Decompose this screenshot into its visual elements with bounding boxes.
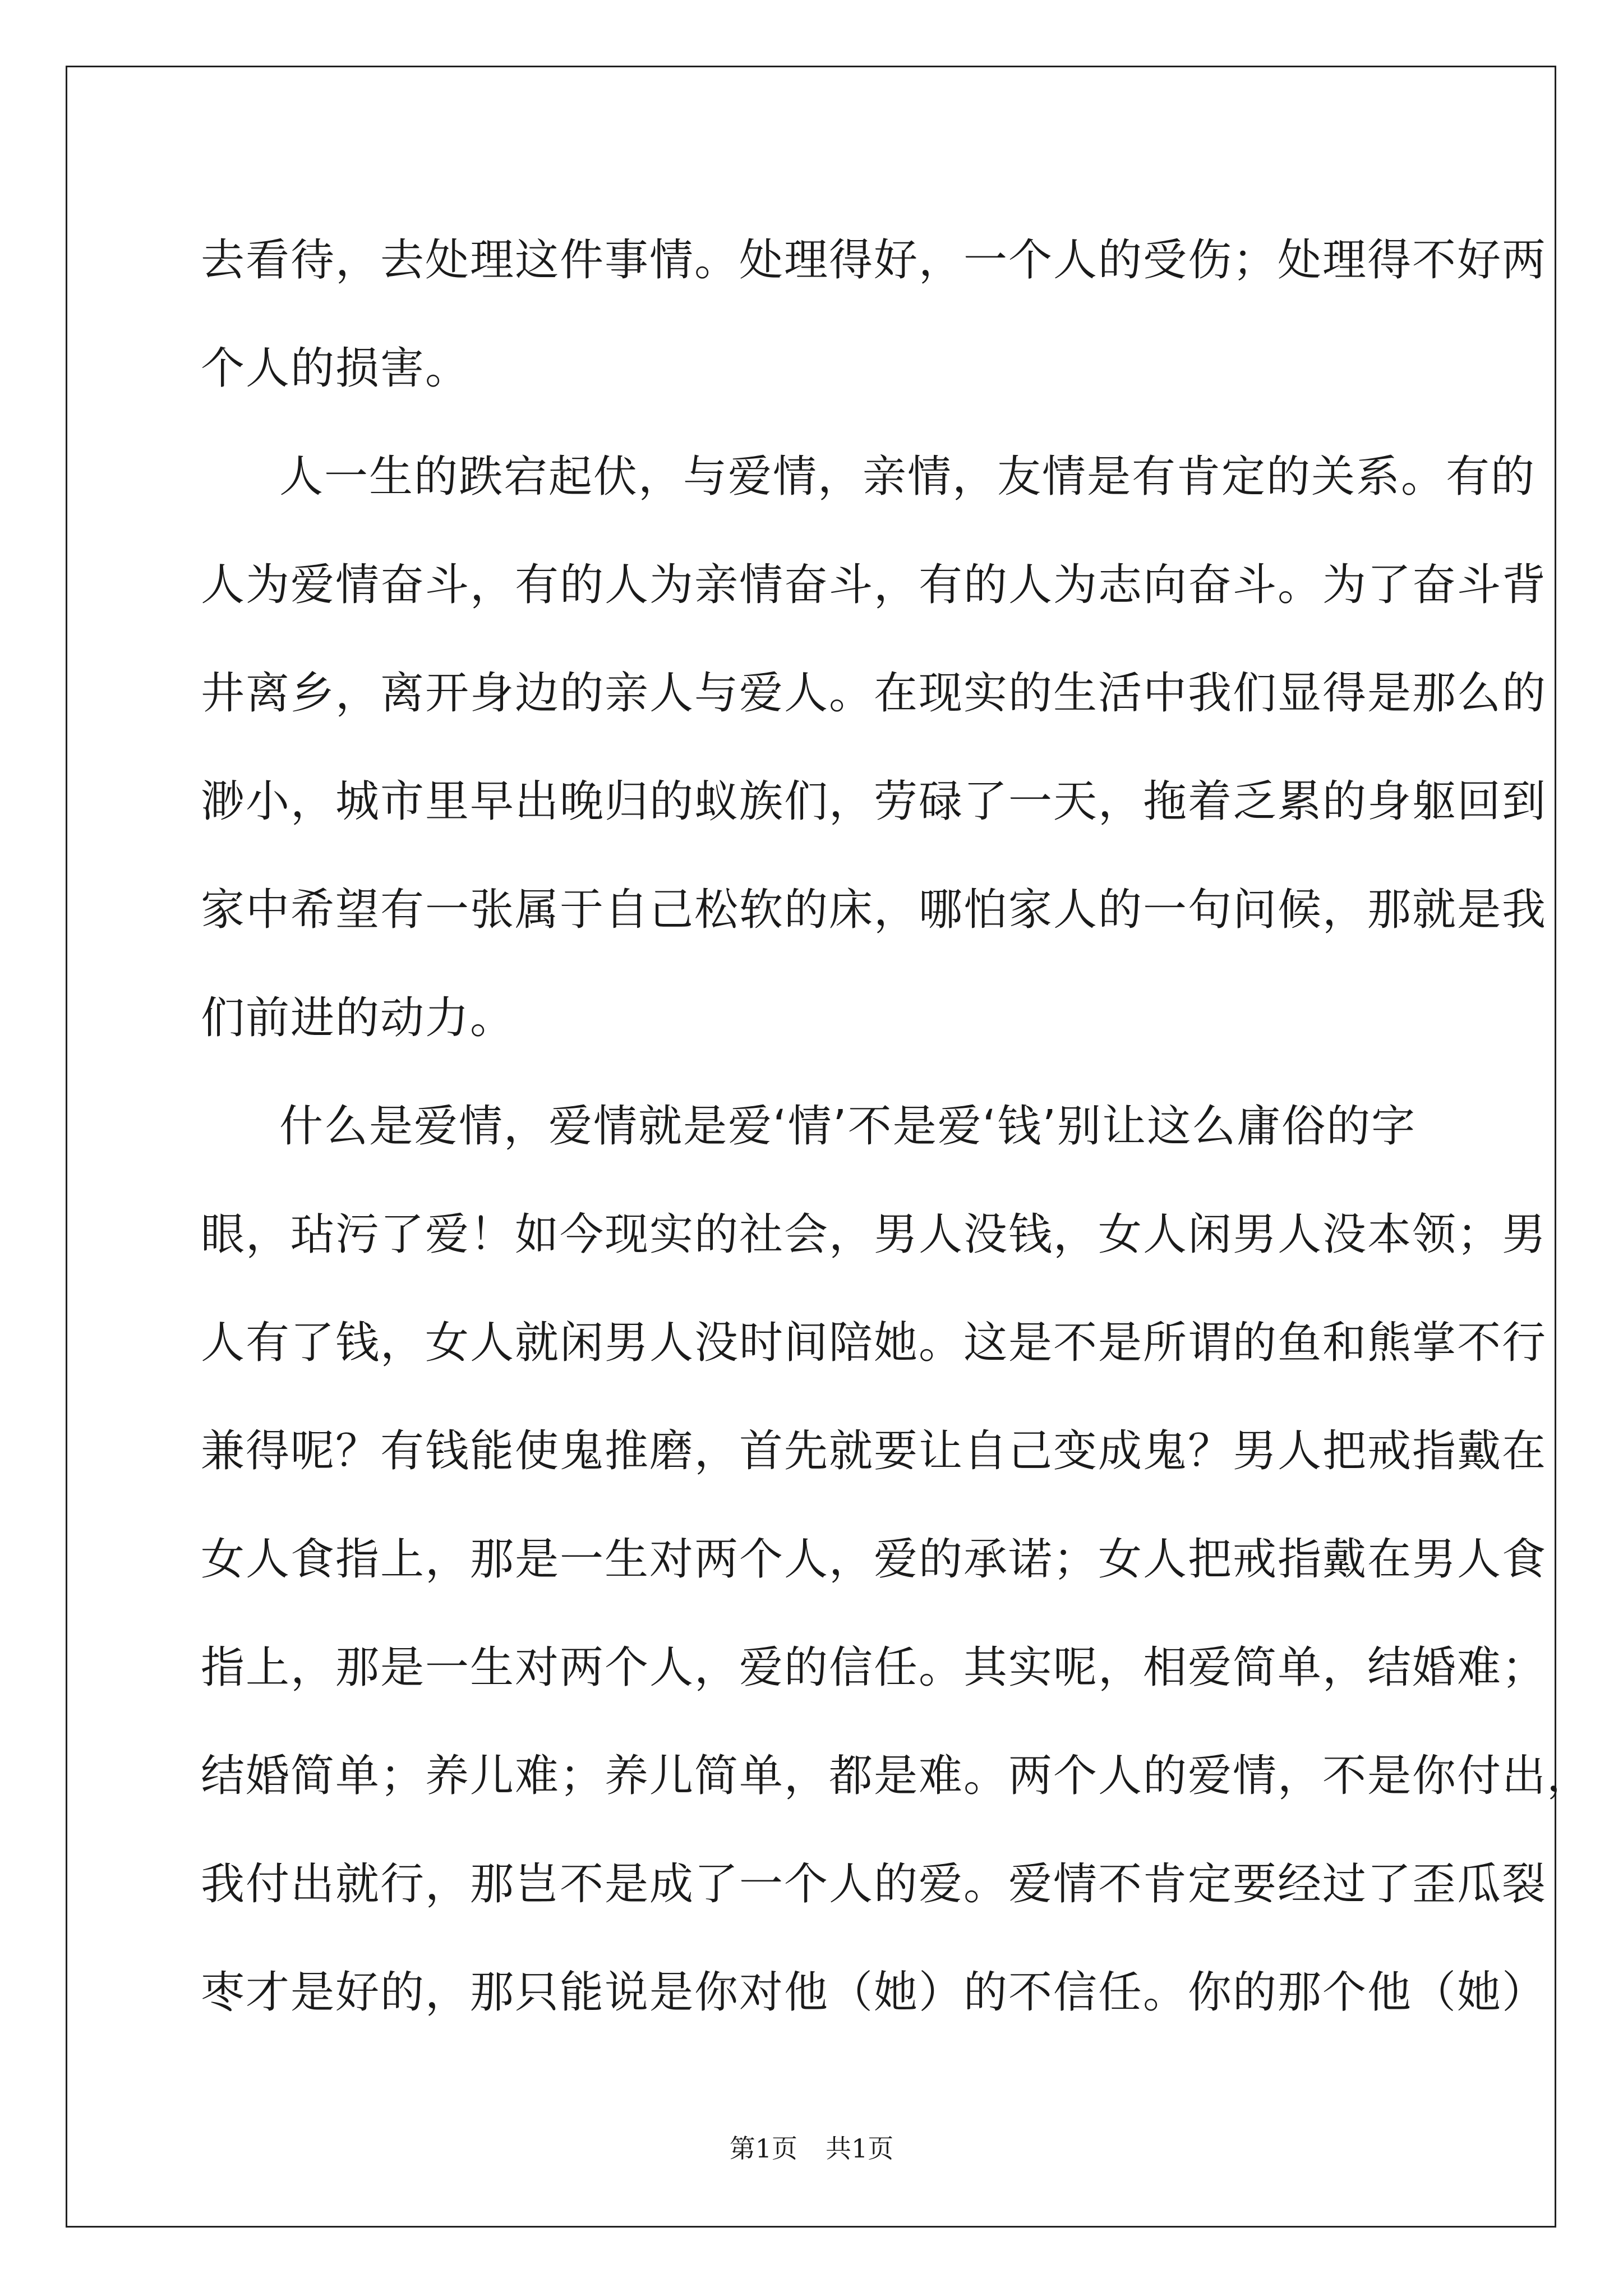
text-line: 家中希望有一张属于自己松软的床，哪怕家人的一句问候，那就是我: [201, 885, 1547, 935]
text-line: 眼，玷污了爱！如今现实的社会，男人没钱，女人闲男人没本领；男: [201, 1209, 1547, 1260]
text-line: 人为爱情奋斗，有的人为亲情奋斗，有的人为志向奋斗。为了奋斗背: [201, 560, 1547, 610]
page-total: 共1页: [826, 2133, 894, 2164]
text-line: 井离乡，离开身边的亲人与爱人。在现实的生活中我们显得是那么的: [201, 668, 1547, 719]
text-line: 去看待，去处理这件事情。处理得好，一个人的受伤；处理得不好两: [201, 235, 1547, 286]
text-line: 结婚简单；养儿难；养儿简单，都是难。两个人的爱情，不是你付出，: [201, 1751, 1592, 1801]
text-line: 们前进的动力。: [201, 993, 515, 1043]
text-line: 指上，那是一生对两个人，爱的信任。其实呢，相爱简单，结婚难；: [201, 1642, 1547, 1693]
text-line: 枣才是好的，那只能说是你对他（她）的不信任。你的那个他（她）: [201, 1967, 1547, 2018]
document-body: [201, 206, 1592, 2047]
text-line: 人有了钱，女人就闲男人没时间陪她。这是不是所谓的鱼和熊掌不行: [201, 1318, 1547, 1368]
text-line: 兼得呢？有钱能使鬼推磨，首先就要让自己变成鬼？男人把戒指戴在: [201, 1426, 1547, 1476]
text-line: 渺小，城市里早出晚归的蚁族们，劳碌了一天，拖着乏累的身躯回到: [201, 776, 1547, 827]
page-number: 第1页: [729, 2133, 797, 2164]
text-line: 我付出就行，那岂不是成了一个人的爱。爱情不肯定要经过了歪瓜裂: [201, 1859, 1547, 1910]
page-footer: [0, 2132, 1623, 2165]
text-line: 个人的损害。: [201, 343, 471, 394]
text-line: 女人食指上，那是一生对两个人，爱的承诺；女人把戒指戴在男人食: [201, 1534, 1547, 1585]
text-line: 人一生的跌宕起伏，与爱情，亲情，友情是有肯定的关系。有的: [279, 452, 1536, 502]
text-line: 什么是爱情，爱情就是爱‘情’不是爱‘钱’别让这么庸俗的字: [279, 1101, 1417, 1152]
